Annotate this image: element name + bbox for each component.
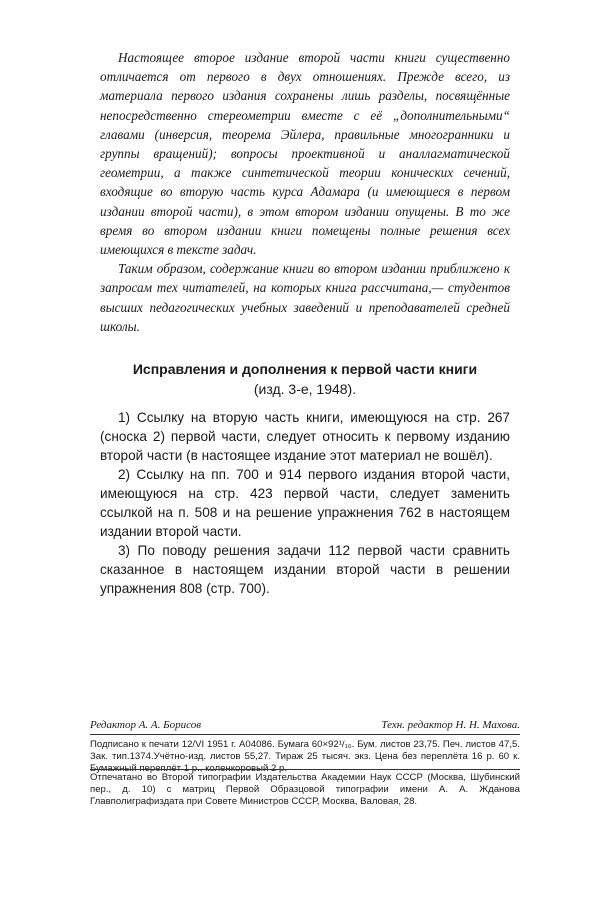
printer-info — [90, 772, 520, 808]
corrections-list — [100, 408, 510, 598]
preface-section — [100, 48, 510, 336]
correction-item: 2) Ссылку на пп. 700 и 914 первого издания второй части, имеющуюся на стр. 423 первой части, следует заменить ссылкой на п. 508 и на решение упражнения 762 в настоящем издании второй части. — [100, 467, 510, 539]
colophon-divider — [90, 734, 520, 735]
corrections-title: Исправления и дополнения к первой части книги — [132, 361, 478, 377]
printer-info-text: Отпечатано во Второй типографии Издательства Академии Наук СССР (Москва, Шубинский пер., д. 10) с матриц Первой Образцовой типографии имени А. А. Жданова Главполиграфиздата при Совете Министров СССР, Москва, Валовая, 28. — [90, 772, 520, 807]
preface-paragraph: Настоящее второе издание второй части книги существенно отличается от первого в двух отношениях. Прежде всего, из материала первого издания сохранены лишь разделы, посвящённые непосредственно стереометрии вместе с её „дополнительными“ главами (инверсия, теорема Эйлера, правильные многогранники и группы вращений); вопросы проективной и аналлагматической геометрии, а также синтетической теории конических сечений, входящие во вторую часть курса Адамара (и имеющиеся в первом издании второй части), в этом втором издании опущены. В то же время во втором издании книги помещены полные решения всех имеющихся в тексте задач. — [100, 50, 510, 258]
print-info-text: Подписано к печати 12/VI 1951 г. А04086. Бумага 60×92¹/₁₆. Бум. листов 23,75. Печ. листов 47,5. Зак. тип.1374.Учётно-изд. листов 55,27. Тираж 25 тысяч. экз. Цена без переплёта 16 р. 60 к. Бумажный переплёт 1 р., коленкоровый 2 р. — [90, 739, 520, 774]
corrections-subtitle: (изд. 3-е, 1948). — [253, 381, 357, 397]
preface-paragraph: Таким образом, содержание книги во втором издании приближено к запросам тех читателей, на которых книга рассчитана,— студентов высших педагогических учебных заведений и преподавателей средней школы. — [100, 261, 510, 334]
correction-item: 3) По поводу решения задачи 112 первой части сравнить сказанное в настоящем издании второй части в решении упражнения 808 (стр. 700). — [100, 543, 510, 596]
tech-editor-credit: Техн. редактор Н. Н. Махова. — [381, 719, 520, 731]
correction-item: 1) Ссылку на вторую часть книги, имеющуюся на стр. 267 (сноска 2) первой части, следует относить к первому изданию второй части (в настоящее издание этот материал не вошёл). — [100, 410, 510, 463]
editors-line — [90, 718, 520, 732]
editor-credit: Редактор А. А. Борисов — [90, 719, 201, 731]
colophon-divider — [90, 769, 520, 770]
